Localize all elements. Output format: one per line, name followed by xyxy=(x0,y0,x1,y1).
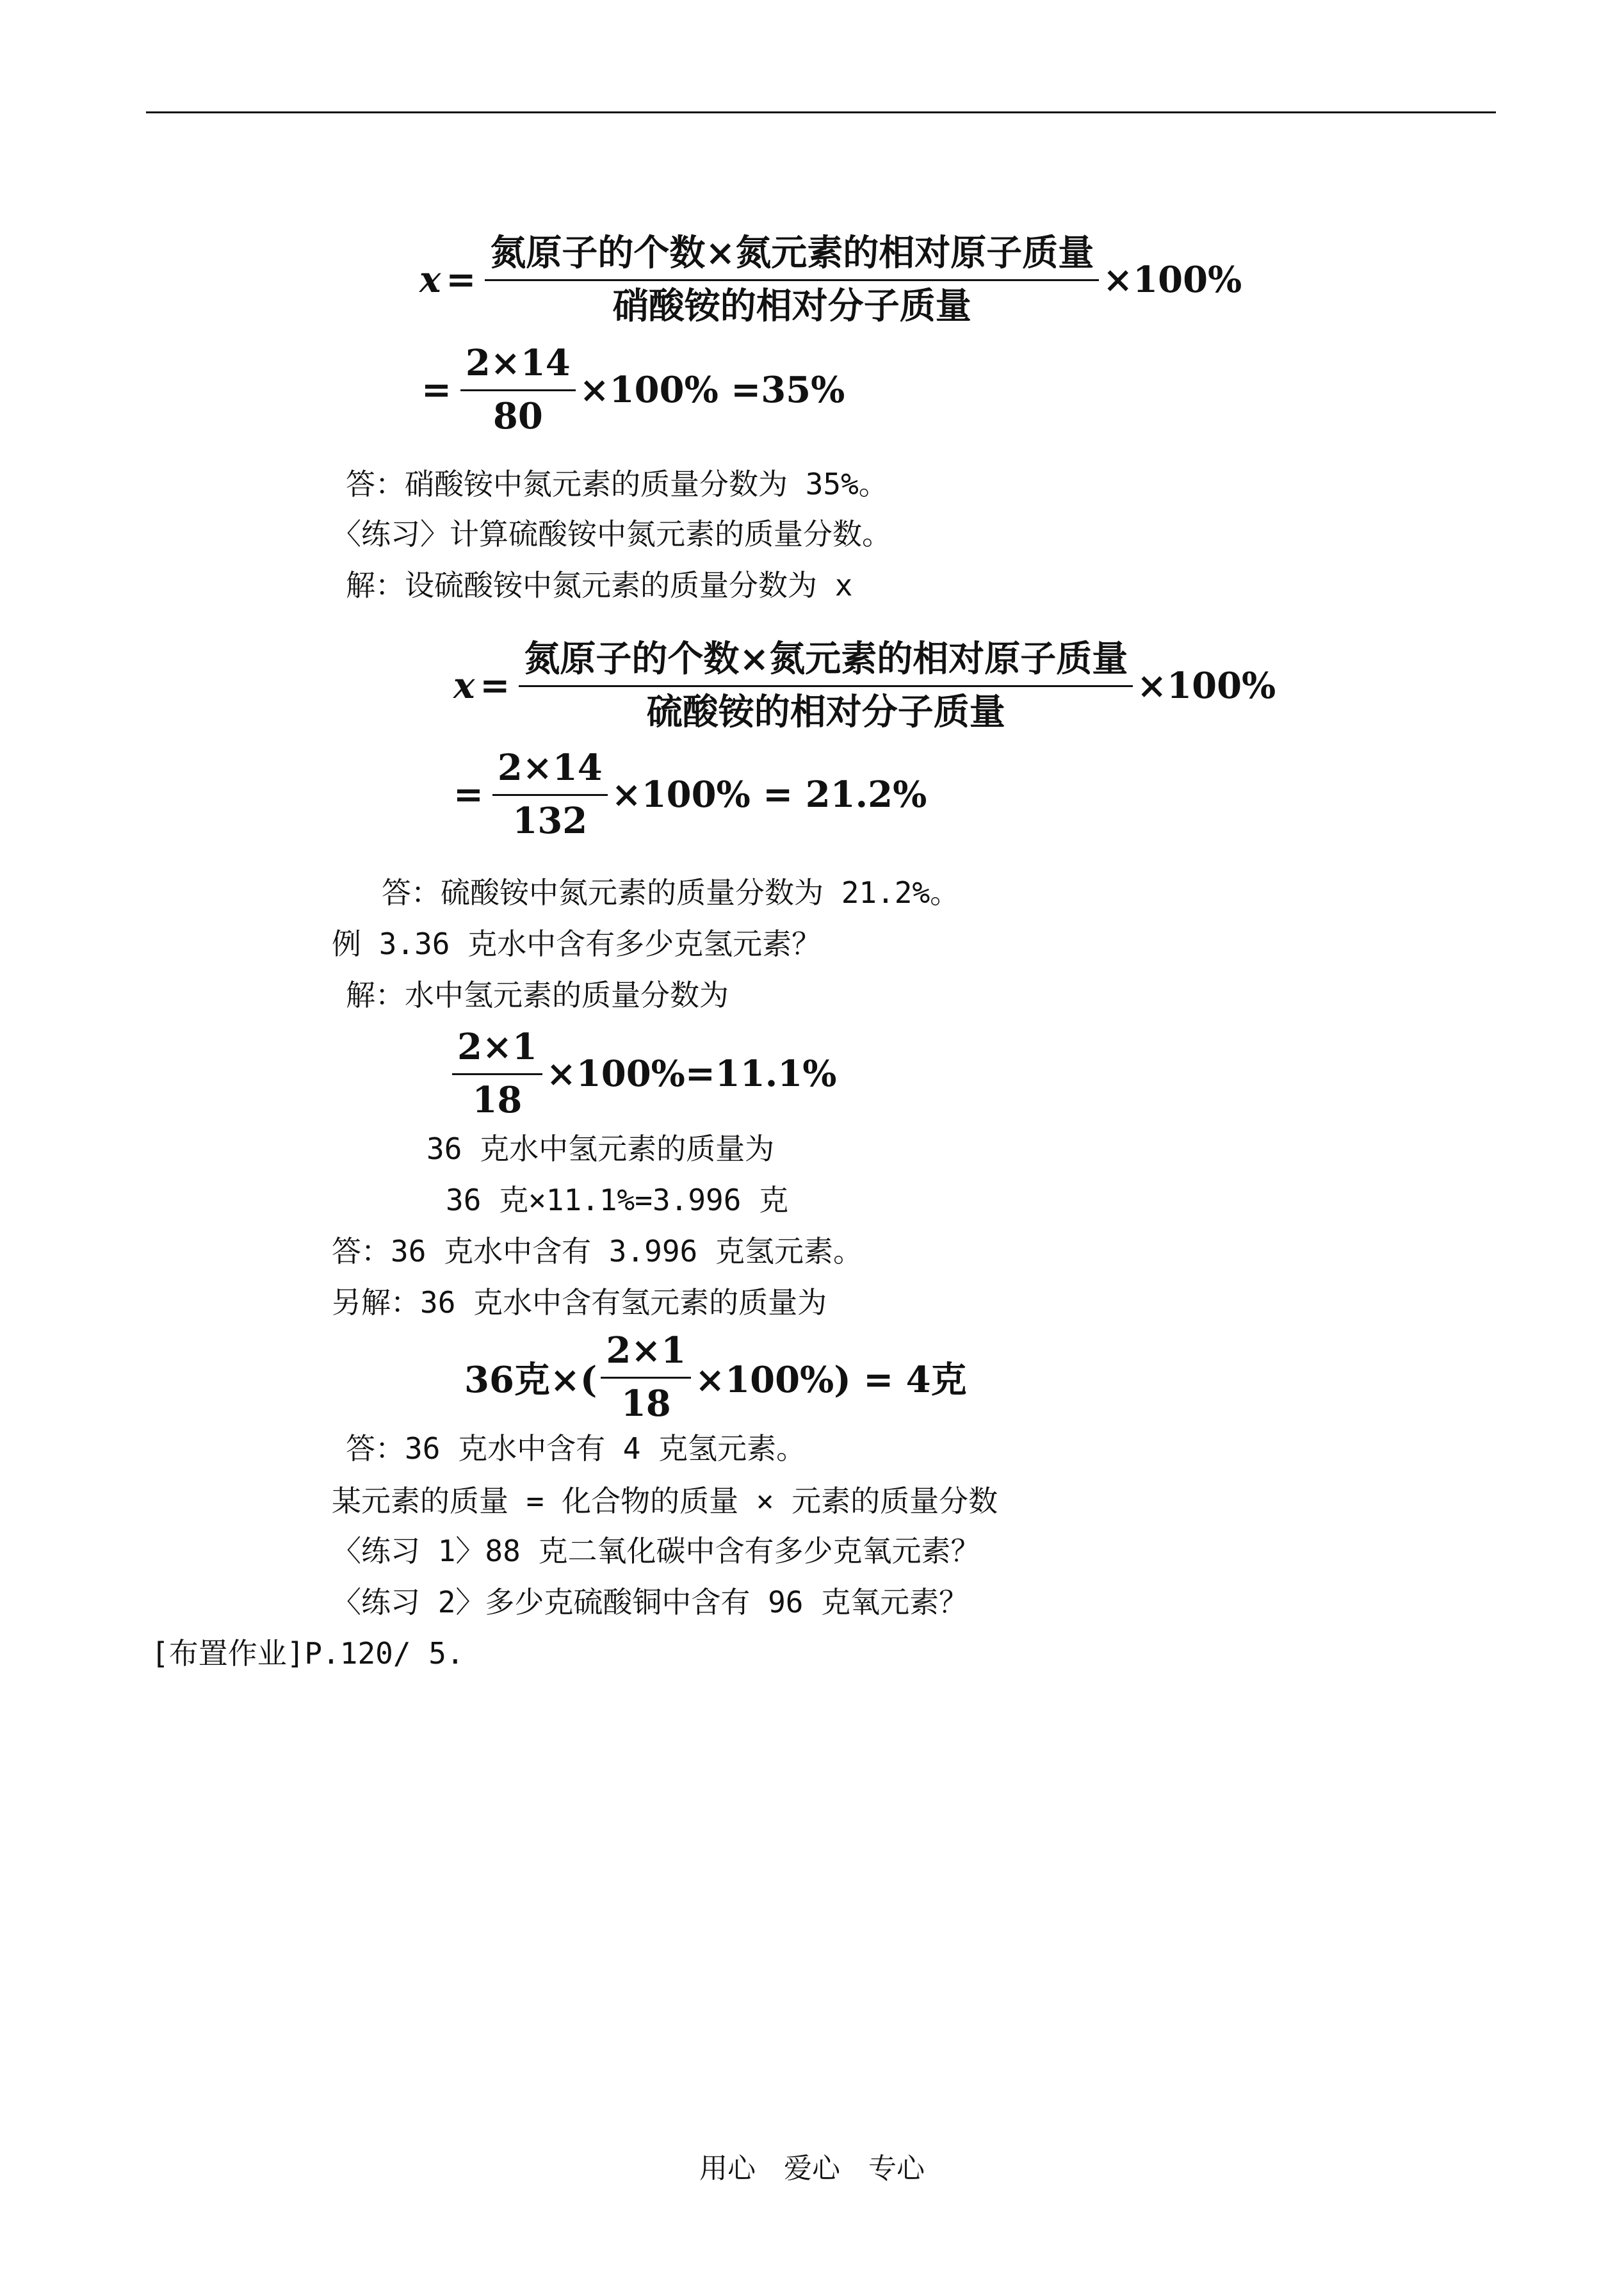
fraction xyxy=(492,745,608,843)
exercise-1: 〈练习 1〉88 克二氧化碳中含有多少克氧元素？ xyxy=(332,1534,980,1568)
equals-sign: = xyxy=(421,368,451,411)
fraction-denominator: 80 xyxy=(492,395,543,437)
formula-tail: ×100% = 21.2% xyxy=(611,773,927,816)
formula-tail: ×100% =35% xyxy=(579,368,845,411)
formula-variable: x xyxy=(453,664,475,707)
fraction xyxy=(485,231,1099,328)
answer-hydrogen-alt: 答：36 克水中含有 4 克氢元素。 xyxy=(346,1431,806,1466)
fraction xyxy=(601,1328,691,1426)
practice-title: 〈练习〉计算硫酸铵中氮元素的质量分数。 xyxy=(332,517,891,551)
fraction-denominator: 硫酸铵的相对分子质量 xyxy=(646,691,1005,733)
fraction xyxy=(452,1025,542,1123)
example-3-solution: 解：水中氢元素的质量分数为 xyxy=(346,978,729,1012)
fraction-denominator: 132 xyxy=(512,800,588,842)
fraction-numerator: 氮原子的个数×氮元素的相对原子质量 xyxy=(519,637,1133,687)
hydrogen-mass-line: 36 克水中氢元素的质量为 xyxy=(426,1131,775,1166)
answer-sulfate: 答：硫酸铵中氮元素的质量分数为 21.2%。 xyxy=(382,875,960,910)
example-3-question: 例 3.36 克水中含有多少克氢元素？ xyxy=(332,927,822,961)
equals-sign: = xyxy=(480,664,510,707)
formula-hydrogen-fraction xyxy=(448,1025,836,1123)
formula-sulfate-result xyxy=(448,745,927,843)
formula-nitrate-fraction xyxy=(419,231,1242,328)
equals-sign: = xyxy=(453,773,483,816)
practice-solution: 解：设硫酸铵中氮元素的质量分数为 x xyxy=(346,568,853,603)
header-rule xyxy=(146,111,1496,113)
fraction xyxy=(460,341,576,439)
fraction-denominator: 18 xyxy=(621,1383,671,1425)
formula-tail: ×100% xyxy=(1103,258,1242,301)
formula-tail: ×100%=11.1% xyxy=(546,1052,837,1095)
equals-sign: = xyxy=(446,258,476,301)
exercise-2: 〈练习 2〉多少克硫酸铜中含有 96 克氧元素？ xyxy=(332,1585,969,1619)
alternative-solution: 另解：36 克水中含有氢元素的质量为 xyxy=(332,1285,827,1320)
fraction-numerator: 氮原子的个数×氮元素的相对原子质量 xyxy=(485,231,1099,281)
formula-hydrogen-mass xyxy=(464,1328,967,1426)
fraction-denominator: 硝酸铵的相对分子质量 xyxy=(612,285,971,327)
mass-rule: 某元素的质量 = 化合物的质量 × 元素的质量分数 xyxy=(332,1484,998,1518)
fraction-denominator: 18 xyxy=(472,1079,523,1121)
formula-sulfate-fraction xyxy=(453,637,1276,734)
fraction-numerator: 2×14 xyxy=(460,341,576,391)
page-footer: 用心 爱心 专心 xyxy=(699,2152,925,2185)
formula-variable: x xyxy=(419,258,441,301)
formula-prefix: 36克×( xyxy=(464,1358,597,1401)
homework: [布置作业]P.120/ 5. xyxy=(151,1636,464,1671)
formula-tail: ×100% xyxy=(1137,664,1276,707)
answer-nitrate: 答：硝酸铵中氮元素的质量分数为 35%。 xyxy=(346,467,888,501)
fraction-numerator: 2×14 xyxy=(492,745,608,796)
fraction-numerator: 2×1 xyxy=(452,1025,542,1075)
fraction xyxy=(519,637,1133,734)
formula-nitrate-result xyxy=(416,341,845,439)
formula-tail: ×100%) = 4克 xyxy=(695,1358,967,1401)
answer-hydrogen: 答：36 克水中含有 3.996 克氢元素。 xyxy=(332,1234,863,1269)
fraction-numerator: 2×1 xyxy=(601,1328,691,1379)
hydrogen-calc-line: 36 克×11.1%=3.996 克 xyxy=(446,1183,789,1217)
